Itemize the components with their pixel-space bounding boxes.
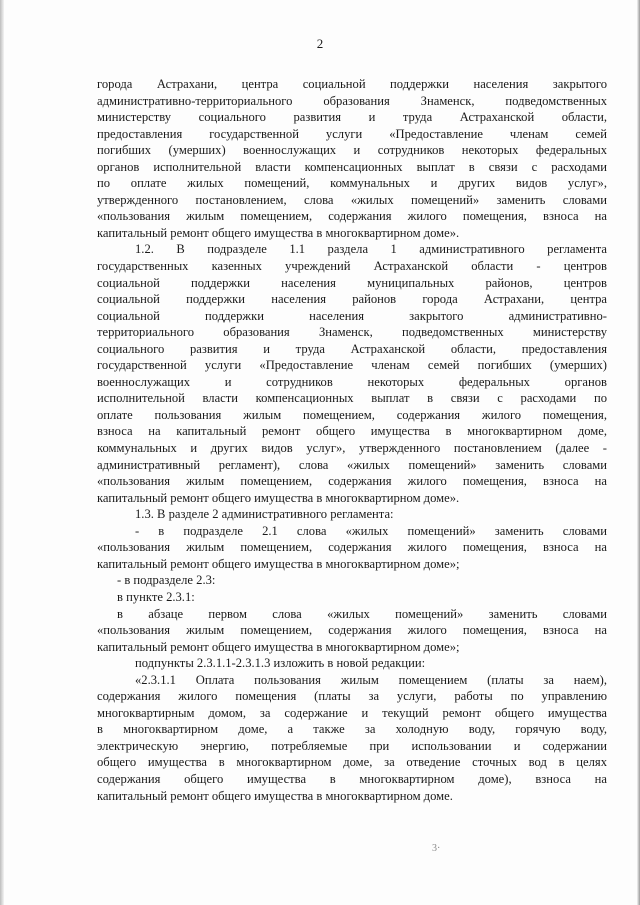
text-line: «пользования жилым помещением, содержания жилого помещения, взноса на (97, 623, 607, 638)
scan-mark: 3· (432, 843, 441, 854)
text-line: капитальный ремонт общего имущества в многоквартирном доме»; (97, 639, 460, 654)
text-line: военнослужащих и сотрудников некоторых федеральных органов (97, 374, 607, 389)
text-line: 1.3. В разделе 2 административного регламента: (135, 507, 394, 522)
text-line: капитальный ремонт общего имущества в многоквартирном доме». (97, 490, 460, 505)
text-line: по оплате жилых помещений, коммунальных и других видов услуг», (97, 176, 607, 191)
text-line: органов исполнительной власти компенсационных выплат в связи с расходами (97, 159, 607, 174)
text-line: капитальный ремонт общего имущества в многоквартирном доме»; (97, 556, 460, 571)
text-line: социальной поддержки населения районов города Астрахани, центра (97, 292, 607, 307)
text-line: подпункты 2.3.1.1-2.3.1.3 изложить в новой редакции: (135, 656, 426, 671)
text-line: социальной поддержки населения закрытого административно- (97, 308, 607, 323)
text-line: территориального образования Знаменск, подведомственных министерству (97, 325, 607, 340)
text-line: многоквартирным домом, за содержание и текущий ремонт общего имущества (97, 705, 607, 720)
text-line: утвержденного постановлением, слова «жилых помещений» заменить словами (97, 192, 607, 207)
text-line: государственных казенных учреждений Астраханской области - центров (97, 259, 607, 274)
text-line: предоставления государственной услуги «Предоставление членам семей (97, 126, 607, 141)
text-line: электрическую энергию, потребляемые при использовании и содержании (97, 738, 607, 753)
text-line: коммунальных и других видов услуг», утвержденного постановлением (далее - (97, 441, 607, 456)
page-number: 2 (316, 36, 324, 51)
text-line: в пункте 2.3.1: (117, 589, 195, 604)
text-line: «2.3.1.1 Оплата пользования жилым помещением (платы за наем), (135, 672, 607, 687)
text-line: «пользования жилым помещением, содержания жилого помещения, взноса на (97, 540, 607, 555)
text-line: административно-территориального образования Знаменск, подведомственных (97, 93, 607, 108)
text-line: - в подразделе 2.1 слова «жилых помещений» заменить словами (135, 523, 607, 538)
text-line: «пользования жилым помещением, содержания жилого помещения, взноса на (97, 209, 607, 224)
text-line: социальной поддержки населения муниципальных районов, центров (97, 275, 607, 290)
text-line: погибших (умерших) военнослужащих и сотрудников некоторых федеральных (97, 143, 607, 158)
text-line: содержания жилого помещения (платы за услуги, работы по управлению (97, 689, 607, 704)
text-line: взноса на капитальный ремонт общего имущества в многоквартирном доме, (97, 424, 607, 439)
text-line: оплате пользования жилым помещением, содержания жилого помещения, (97, 407, 607, 422)
text-line: исполнительной власти компенсационных выплат в связи с расходами по (97, 391, 607, 406)
text-line: общего имущества в многоквартирном доме, за отведение сточных вод в целях (97, 755, 607, 770)
text-line: содержания общего имущества в многоквартирном доме), взноса на (97, 771, 607, 786)
document-body (97, 76, 607, 804)
text-line: административный регламент), слова «жилых помещений» заменить словами (97, 457, 607, 472)
text-line: социального развития и труда Астраханской области, предоставления (97, 341, 607, 356)
text-line: «пользования жилым помещением, содержания жилого помещения, взноса на (97, 474, 607, 489)
text-line: города Астрахани, центра социальной поддержки населения закрытого (97, 77, 607, 91)
text-line: - в подразделе 2.3: (117, 573, 216, 588)
text-line: капитальный ремонт общего имущества в многоквартирном доме». (97, 225, 460, 240)
text-line: капитальный ремонт общего имущества в многоквартирном доме. (97, 788, 453, 803)
text-line: в абзаце первом слова «жилых помещений» заменить словами (117, 606, 607, 621)
scan-left-edge (0, 0, 4, 905)
text-line: государственной услуги «Предоставление членам семей погибших (умерших) (97, 358, 607, 373)
text-line: в многоквартирном доме, а также за холодную воду, горячую воду, (97, 722, 607, 737)
text-line: 1.2. В подразделе 1.1 раздела 1 административного регламента (135, 242, 607, 257)
text-line: министерству социального развития и труда Астраханской области, (97, 110, 607, 125)
